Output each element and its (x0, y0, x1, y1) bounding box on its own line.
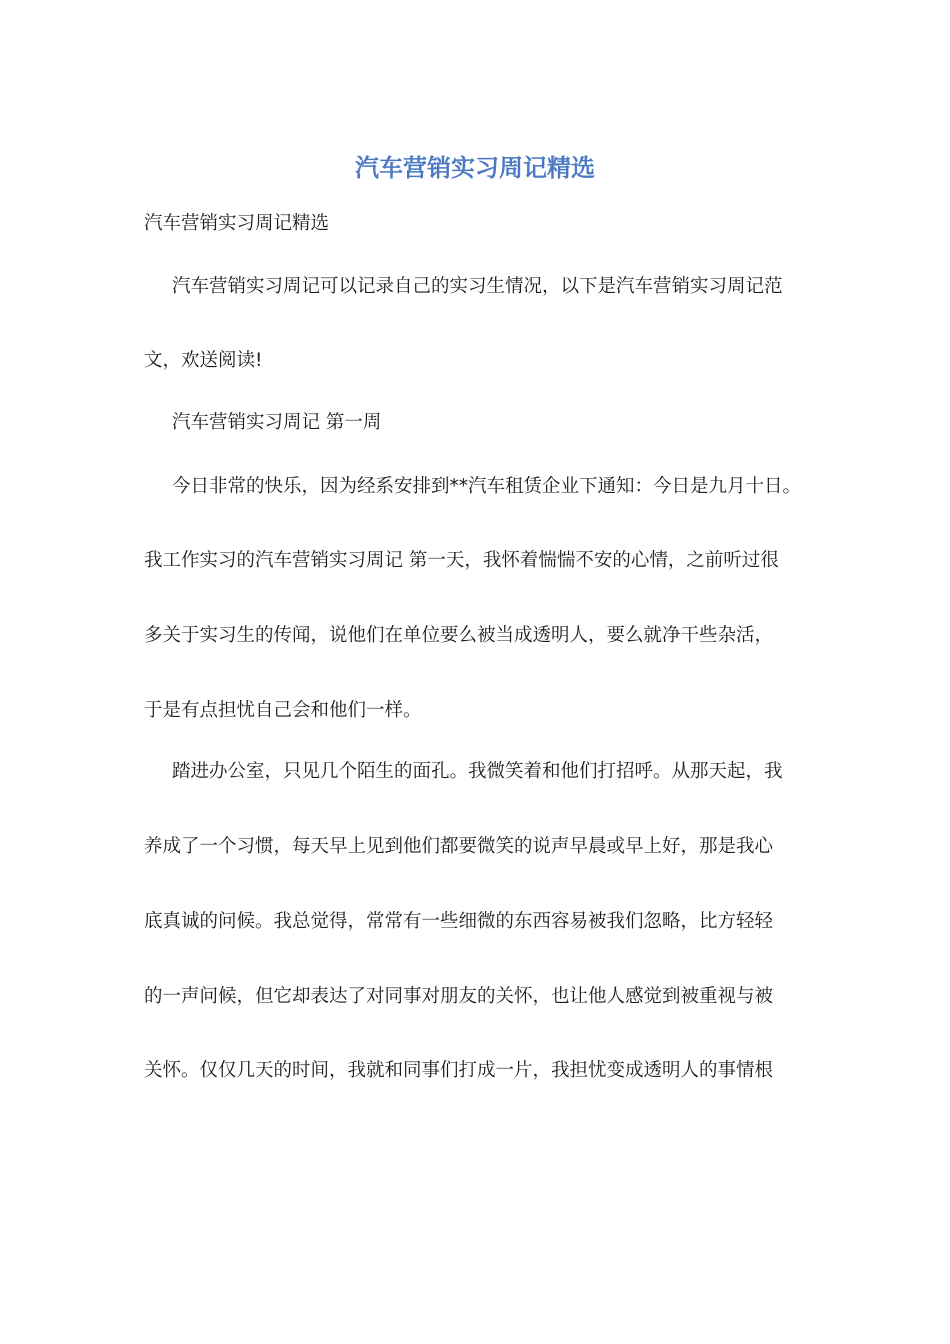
paragraph-line: 于是有点担忧自己会和他们一样。 (144, 700, 422, 721)
paragraph-line: 今日非常的快乐，因为经系安排到**汽车租赁企业下通知：今日是九月十日。 (172, 476, 802, 497)
paragraph-line: 踏进办公室，只见几个陌生的面孔。我微笑着和他们打招呼。从那天起，我 (172, 761, 783, 782)
paragraph-line: 养成了一个习惯，每天早上见到他们都要微笑的说声早晨或早上好，那是我心 (144, 836, 774, 857)
paragraph-line: 底真诚的问候。我总觉得，常常有一些细微的东西容易被我们忽略，比方轻轻 (144, 911, 774, 932)
paragraph-line: 文，欢送阅读! (144, 350, 263, 371)
document-subtitle: 汽车营销实习周记精选 (144, 213, 330, 234)
paragraph-line: 的一声问候，但它却表达了对同事对朋友的关怀，也让他人感觉到被重视与被 (144, 986, 774, 1007)
paragraph-line: 汽车营销实习周记可以记录自己的实习生情况，以下是汽车营销实习周记范 (172, 276, 783, 297)
paragraph-line: 关怀。仅仅几天的时间，我就和同事们打成一片，我担忧变成透明人的事情根 (144, 1060, 774, 1081)
paragraph-line: 多关于实习生的传闻，说他们在单位要么被当成透明人，要么就净干些杂活， (144, 625, 774, 646)
section-heading: 汽车营销实习周记 第一周 (172, 412, 382, 433)
paragraph-line: 我工作实习的汽车营销实习周记 第一天，我怀着惴惴不安的心情，之前听过很 (144, 550, 779, 571)
document-title: 汽车营销实习周记精选 (355, 153, 595, 182)
